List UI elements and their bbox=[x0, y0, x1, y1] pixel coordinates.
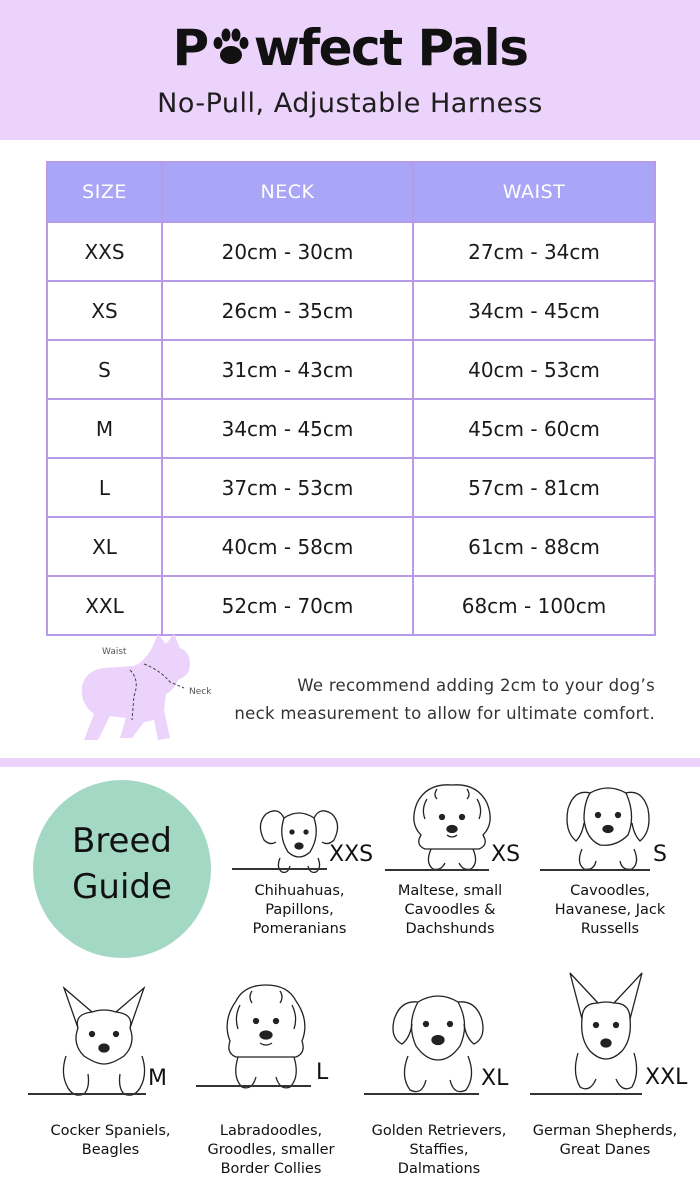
breed-guide-title: Breed Guide bbox=[72, 821, 172, 907]
ground-line bbox=[232, 868, 327, 870]
neck-label: Neck bbox=[189, 687, 212, 697]
breed-size-label: XL bbox=[481, 1066, 509, 1091]
ground-line bbox=[364, 1093, 479, 1095]
corgi-icon bbox=[50, 984, 158, 1100]
table-row bbox=[47, 458, 655, 517]
waist-cell: 57cm - 81cm bbox=[413, 458, 655, 517]
breed-card-xxl bbox=[530, 965, 695, 1165]
breed-size-label: XXS bbox=[329, 842, 374, 867]
ground-line bbox=[28, 1093, 146, 1095]
breed-size-label: M bbox=[148, 1066, 167, 1091]
note-line: neck measurement to allow for ultimate comfort. bbox=[234, 704, 655, 723]
breed-size-label: XS bbox=[491, 842, 521, 867]
breed-names: Golden Retrievers, Staffies, Dalmations bbox=[371, 1123, 507, 1177]
waist-cell: 27cm - 34cm bbox=[413, 222, 655, 281]
breed-card-l bbox=[196, 975, 346, 1175]
labradoodle-icon bbox=[216, 981, 316, 1093]
neck-cell: 26cm - 35cm bbox=[162, 281, 413, 340]
size-cell: M bbox=[47, 399, 162, 458]
ground-line bbox=[385, 869, 489, 871]
fit-recommendation bbox=[225, 672, 655, 728]
waist-cell: 34cm - 45cm bbox=[413, 281, 655, 340]
neck-cell: 37cm - 53cm bbox=[162, 458, 413, 517]
waist-cell: 40cm - 53cm bbox=[413, 340, 655, 399]
german-shepherd-icon bbox=[552, 969, 660, 1099]
header-size: SIZE bbox=[47, 162, 162, 222]
header-waist: WAIST bbox=[413, 162, 655, 222]
golden-retriever-icon bbox=[384, 984, 492, 1100]
ground-line bbox=[530, 1093, 642, 1095]
breed-names: Labradoodles, Groodles, smaller Border Collies bbox=[207, 1123, 335, 1177]
breed-names: Cavoodles, Havanese, Jack Russells bbox=[554, 883, 666, 937]
neck-cell: 40cm - 58cm bbox=[162, 517, 413, 576]
paw-icon bbox=[209, 25, 253, 69]
maltese-icon bbox=[407, 779, 497, 875]
neck-cell: 34cm - 45cm bbox=[162, 399, 413, 458]
breed-card-m bbox=[28, 980, 203, 1170]
breed-card-s bbox=[540, 775, 690, 950]
breed-size-label: S bbox=[653, 842, 667, 867]
table-header-row bbox=[47, 162, 655, 222]
measurement-dog-illustration bbox=[74, 630, 224, 745]
breed-names: Chihuahuas, Papillons, Pomeranians bbox=[252, 883, 347, 937]
table-row bbox=[47, 340, 655, 399]
neck-cell: 52cm - 70cm bbox=[162, 576, 413, 635]
neck-cell: 31cm - 43cm bbox=[162, 340, 413, 399]
breed-names: German Shepherds, Great Danes bbox=[532, 1123, 678, 1158]
header-banner bbox=[0, 0, 700, 140]
breed-size-label: XXL bbox=[645, 1065, 688, 1090]
table-row bbox=[47, 399, 655, 458]
breed-names: Maltese, small Cavoodles & Dachshunds bbox=[397, 883, 503, 937]
breed-names: Cocker Spaniels, Beagles bbox=[50, 1123, 171, 1158]
table-row bbox=[47, 222, 655, 281]
table-row bbox=[47, 576, 655, 635]
header-neck: NECK bbox=[162, 162, 413, 222]
breed-card-xs bbox=[385, 775, 535, 950]
waist-cell: 61cm - 88cm bbox=[413, 517, 655, 576]
section-divider bbox=[0, 758, 700, 767]
waist-label: Waist bbox=[102, 647, 127, 657]
size-cell: S bbox=[47, 340, 162, 399]
waist-cell: 45cm - 60cm bbox=[413, 399, 655, 458]
size-chart-table bbox=[46, 161, 656, 636]
size-cell: XL bbox=[47, 517, 162, 576]
breed-card-xxs bbox=[232, 790, 377, 950]
neck-cell: 20cm - 30cm bbox=[162, 222, 413, 281]
note-line: We recommend adding 2cm to your dog’s bbox=[297, 676, 655, 695]
size-cell: XXS bbox=[47, 222, 162, 281]
table-row bbox=[47, 517, 655, 576]
table-row bbox=[47, 281, 655, 340]
brand-logo: P wfect Pals bbox=[172, 19, 528, 77]
ground-line bbox=[196, 1085, 311, 1087]
product-subtitle: No-Pull, Adjustable Harness bbox=[157, 88, 543, 119]
bulldog-silhouette-icon bbox=[82, 634, 190, 740]
size-cell: XXL bbox=[47, 576, 162, 635]
cavoodle-icon bbox=[560, 779, 656, 875]
waist-cell: 68cm - 100cm bbox=[413, 576, 655, 635]
size-cell: L bbox=[47, 458, 162, 517]
breed-card-xl bbox=[364, 980, 519, 1175]
breed-size-label: L bbox=[316, 1060, 329, 1085]
size-cell: XS bbox=[47, 281, 162, 340]
ground-line bbox=[540, 869, 650, 871]
